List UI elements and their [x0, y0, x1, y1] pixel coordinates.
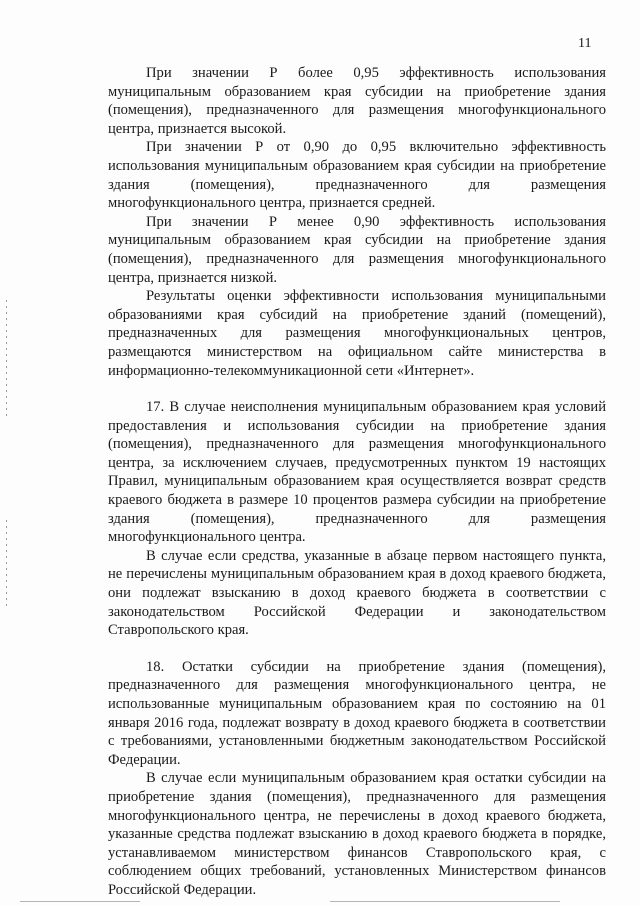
paragraph-clause-18: 18. Остатки субсидии на приобретение здания (помещения), предназначенного для размещения многофункционального центра, не использованные муниципальным образованием края по состоянию на 01 января 2016 года, подлежат возврату в доход краевого бюджета в соответствии с требованиями, установленными бюджетным законодательством Российской Федерации.: [108, 658, 606, 768]
document-body: [108, 64, 606, 900]
paragraph-clause-17: 17. В случае неисполнения муниципальным образованием края условий предоставления и использования субсидии на приобретение здания (помещения), предназначенного для размещения многофункционального центра, за исключением случаев, предусмотренных пунктом 19 настоящих Правил, муниципальным образованием края осуществляется возврат средств краевого бюджета в размере 10 процентов размера субсидии на приобретение здания (помещения), предназначенного для размещения многофункционального центра.: [108, 399, 606, 546]
scan-bottom-mark: [330, 901, 560, 902]
paragraph-results-publication: Результаты оценки эффективности использования муниципальными образованиями края субсидий на приобретение зданий (помещений), предназначенных для размещения многофункциональных центров, размещаются министерством на официальном сайте министерства в информационно-телекоммуникационной сети «Интернет».: [108, 288, 606, 379]
paragraph-efficiency-low: При значении Р менее 0,90 эффективность использования муниципальным образованием края субсидии на приобретение здания (помещения), предназначенного для размещения многофункционального центра, признается низкой.: [108, 213, 606, 286]
paragraph-clause-18-recovery: В случае если муниципальным образованием края остатки субсидии на приобретение здания (помещения), предназначенного для размещения многофункционального центра, не перечислены в доход краевого бюджета, указанные средства подлежат взысканию в доход краевого бюджета в порядке, устанавливаемом министерством финансов Ставропольского края, с соблюдением общих требований, установленных Министерством финансов Российской Федерации.: [108, 770, 606, 898]
scan-bottom-mark: [20, 901, 140, 902]
section-gap: [108, 640, 606, 658]
paragraph-clause-17-recovery: В случае если средства, указанные в абзаце первом настоящего пункта, не перечислены муниципальным образованием края в доход краевого бюджета, они подлежат взысканию в доход краевого бюджета в соответствии с законодательством Российской Федерации и законодательством Ставропольского края.: [108, 547, 606, 639]
paragraph-efficiency-medium: При значении Р от 0,90 до 0,95 включительно эффективность использования муниципальным образованием края субсидии на приобретение здания (помещения), предназначенного для размещения многофункционального центра, признается средней.: [108, 139, 606, 212]
page-number: 11: [578, 36, 592, 51]
paragraph-efficiency-high: При значении Р более 0,95 эффективность использования муниципальным образованием края субсидии на приобретение здания (помещения), предназначенного для размещения многофункционального центра, признается высокой.: [108, 65, 606, 137]
section-gap: [108, 380, 606, 398]
scan-edge-mark: [6, 520, 7, 610]
scan-edge-mark: [6, 300, 7, 420]
